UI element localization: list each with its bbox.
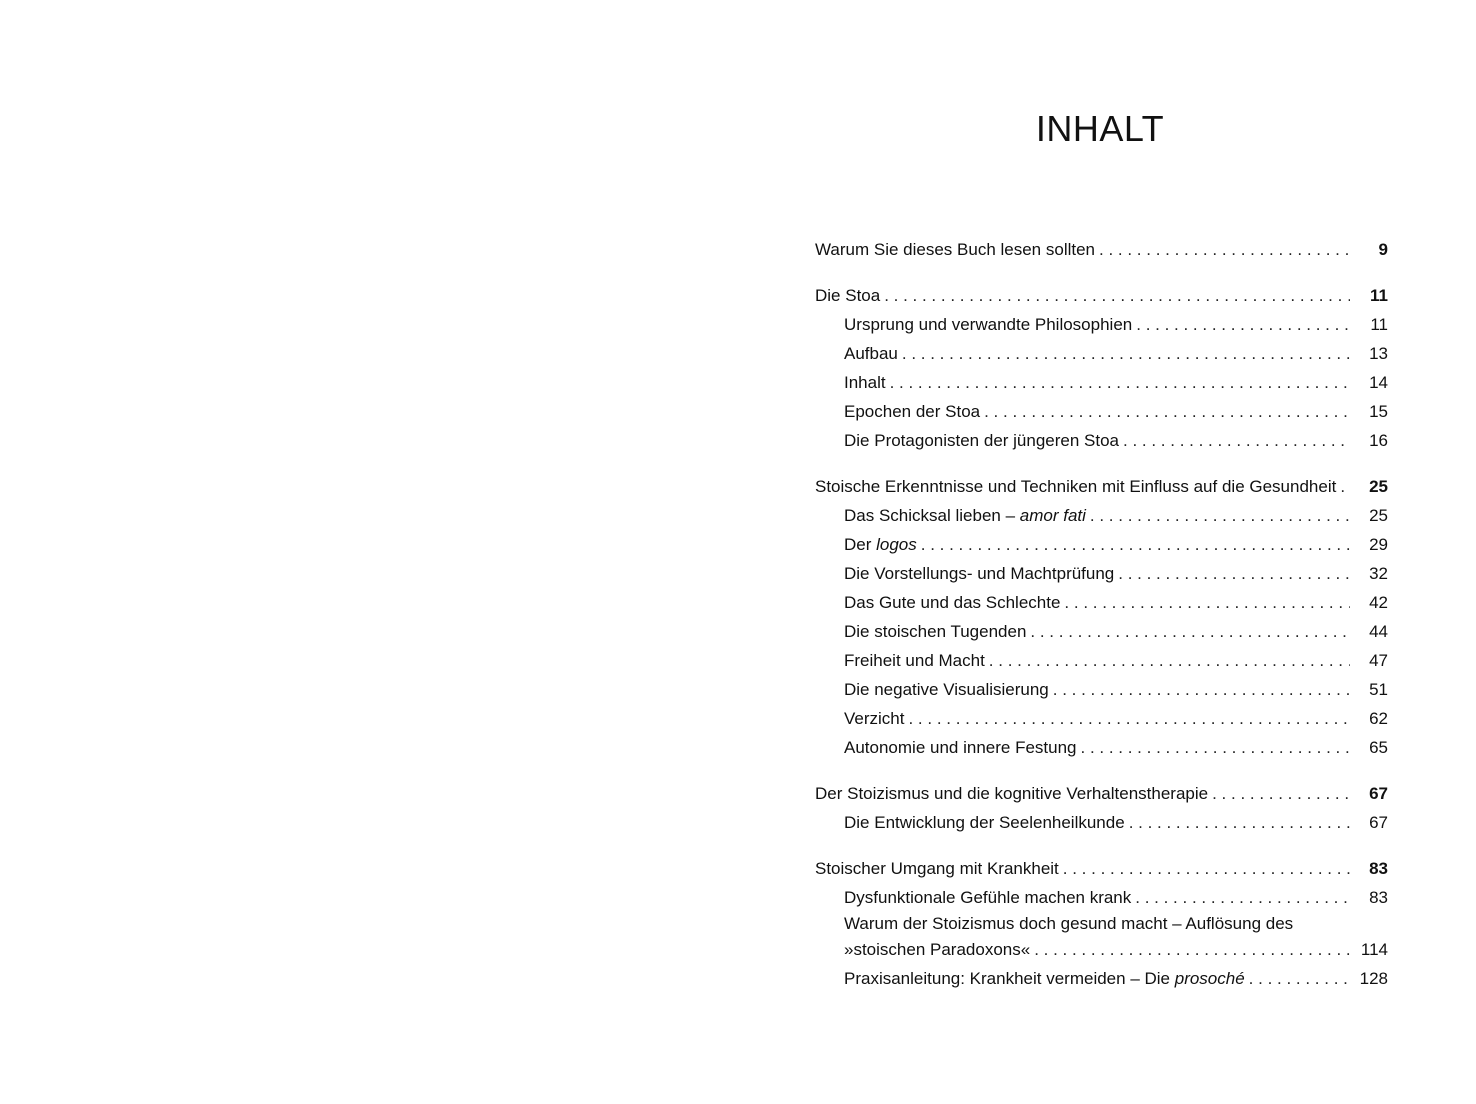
toc-chapter-entry xyxy=(815,281,1388,310)
toc-entry-label-text: Die Entwicklung der Seelenheilkunde xyxy=(844,813,1125,832)
toc-entry-label-text: Stoische Erkenntnisse und Techniken mit Einfluss auf die Gesundheit xyxy=(815,477,1337,496)
dot-leader xyxy=(902,339,1350,368)
toc-entry-label xyxy=(844,914,1297,933)
dot-leader xyxy=(1030,617,1350,646)
toc-entry-label xyxy=(844,397,984,426)
toc-entry-label xyxy=(844,559,1118,588)
toc-entry-label-text: Der xyxy=(844,535,877,554)
toc-entry-label xyxy=(815,779,1212,808)
toc-page-number: 51 xyxy=(1369,680,1388,699)
toc-entry-label xyxy=(844,588,1064,617)
toc-page-number: 67 xyxy=(1369,784,1388,803)
dot-leader xyxy=(1099,235,1350,264)
toc-entry-label-text: Freiheit und Macht xyxy=(844,651,985,670)
toc-entry-label xyxy=(815,281,884,310)
toc-subchapter-entry xyxy=(815,733,1388,762)
dot-leader xyxy=(908,704,1350,733)
dot-leader xyxy=(984,397,1350,426)
toc-entry-label xyxy=(844,733,1081,762)
toc-subchapter-entry xyxy=(815,310,1388,339)
toc-entry-label-text: Das Schicksal lieben – xyxy=(844,506,1020,525)
dot-leader xyxy=(1135,883,1350,912)
toc-entry-label xyxy=(844,675,1053,704)
dot-leader xyxy=(1081,733,1351,762)
toc-entry-label-italic: logos xyxy=(876,535,917,554)
toc-page-number: 44 xyxy=(1369,622,1388,641)
toc-page-number: 13 xyxy=(1369,344,1388,363)
toc-subchapter-entry xyxy=(815,588,1388,617)
toc-entry-label-text: Die stoischen Tugenden xyxy=(844,622,1027,641)
toc-page-number: 11 xyxy=(1370,286,1388,305)
toc-entry-label-continued: »stoischen Paradoxons« xyxy=(844,940,1031,959)
toc-entry-label xyxy=(815,854,1063,883)
toc-entry-label-text: Stoischer Umgang mit Krankheit xyxy=(815,859,1059,878)
toc-entry-label xyxy=(844,646,989,675)
toc-subchapter-entry xyxy=(815,617,1388,646)
dot-leader xyxy=(1064,588,1350,617)
toc-page-number: 16 xyxy=(1369,431,1388,450)
toc-chapter-entry xyxy=(815,854,1388,883)
toc-page-number: 83 xyxy=(1369,859,1388,878)
toc-entry-label-text: Epochen der Stoa xyxy=(844,402,981,421)
toc-entry-label xyxy=(844,964,1249,993)
toc-subchapter-entry xyxy=(815,646,1388,675)
toc-entry-label-text: Ursprung und verwandte Philosophien xyxy=(844,315,1133,334)
toc-page-number: 67 xyxy=(1369,813,1388,832)
toc-subchapter-entry xyxy=(815,501,1388,530)
toc-page-number: 32 xyxy=(1369,564,1388,583)
toc-page-number: 114 xyxy=(1360,940,1388,959)
dot-leader xyxy=(1249,964,1350,993)
dot-leader xyxy=(1129,808,1350,837)
toc-page-number: 42 xyxy=(1369,593,1388,612)
toc-entry-label-text: Praxisanleitung: Krankheit vermeiden – Die xyxy=(844,969,1175,988)
toc-entry-label-text: Die negative Visualisierung xyxy=(844,680,1049,699)
toc-page-number: 83 xyxy=(1369,888,1388,907)
toc-section xyxy=(815,779,1388,837)
toc-subchapter-entry xyxy=(815,964,1388,993)
dot-leader xyxy=(1118,559,1350,588)
toc-subchapter-entry xyxy=(815,426,1388,455)
toc-section xyxy=(815,854,1388,993)
toc-entry-label-text: Die Protagonisten der jüngeren Stoa xyxy=(844,431,1120,450)
toc-entry-label xyxy=(844,883,1135,912)
toc-page-number: 25 xyxy=(1369,506,1388,525)
toc-entry-label xyxy=(844,426,1123,455)
toc-entry-label-text: Die Vorstellungs- und Machtprüfung xyxy=(844,564,1115,583)
toc-entry-label-text: Warum der Stoizismus doch gesund macht – Auflösung des xyxy=(844,914,1294,933)
dot-leader xyxy=(1053,675,1350,704)
toc-entry-label xyxy=(844,368,890,397)
toc-entry-label-text: Das Gute und das Schlechte xyxy=(844,593,1061,612)
toc-page xyxy=(738,0,1476,1104)
toc-page-number: 25 xyxy=(1369,477,1388,496)
page-title: INHALT xyxy=(1035,108,1165,149)
toc-page-number: 65 xyxy=(1369,738,1388,757)
toc-entry-label-text: Der Stoizismus und die kognitive Verhaltenstherapie xyxy=(815,784,1209,803)
toc-subchapter-entry xyxy=(815,912,1388,964)
toc-subchapter-entry xyxy=(815,559,1388,588)
toc-page-number: 128 xyxy=(1359,969,1388,988)
toc-page-number: 11 xyxy=(1370,315,1388,334)
toc-entry-label-text: Aufbau xyxy=(844,344,898,363)
toc-entry-label-text: Verzicht xyxy=(844,709,905,728)
toc-section xyxy=(815,472,1388,762)
toc-entry-label-italic: prosoché xyxy=(1174,969,1245,988)
toc-entry-label-text: Autonomie und innere Festung xyxy=(844,738,1077,757)
toc-subchapter-entry xyxy=(815,675,1388,704)
toc-page-number: 9 xyxy=(1378,240,1388,259)
toc-entry-label xyxy=(844,704,908,733)
toc-page-number: 14 xyxy=(1369,373,1388,392)
dot-leader xyxy=(884,281,1350,310)
dot-leader xyxy=(1340,472,1350,501)
toc-subchapter-entry xyxy=(815,883,1388,912)
toc-subchapter-entry xyxy=(815,808,1388,837)
toc-entry-label-text: Die Stoa xyxy=(815,286,881,305)
toc-page-number: 15 xyxy=(1369,402,1388,421)
toc-entry-label xyxy=(844,339,902,368)
toc-subchapter-entry xyxy=(815,368,1388,397)
toc-entry-label xyxy=(815,472,1340,501)
dot-leader xyxy=(1212,779,1350,808)
toc-entry-label-italic: amor fati xyxy=(1019,506,1086,525)
table-of-contents xyxy=(815,235,1388,1010)
dot-leader xyxy=(1123,426,1350,455)
dot-leader xyxy=(890,368,1350,397)
toc-chapter-entry xyxy=(815,472,1388,501)
toc-entry-label xyxy=(844,617,1030,646)
dot-leader xyxy=(989,646,1350,675)
toc-subchapter-entry xyxy=(815,397,1388,426)
toc-entry-label-text: Warum Sie dieses Buch lesen sollten xyxy=(815,240,1096,259)
toc-entry-label xyxy=(844,501,1090,530)
toc-subchapter-entry xyxy=(815,339,1388,368)
toc-chapter-entry xyxy=(815,235,1388,264)
dot-leader xyxy=(921,530,1350,559)
toc-subchapter-entry xyxy=(815,530,1388,559)
toc-section xyxy=(815,235,1388,264)
toc-section xyxy=(815,281,1388,455)
toc-page-number: 29 xyxy=(1369,535,1388,554)
dot-leader xyxy=(1063,854,1350,883)
dot-leader xyxy=(1090,501,1350,530)
toc-subchapter-entry xyxy=(815,704,1388,733)
toc-entry-label-text: Dysfunktionale Gefühle machen krank xyxy=(844,888,1132,907)
toc-page-number: 47 xyxy=(1369,651,1388,670)
dot-leader xyxy=(1034,935,1350,964)
toc-entry-label-text: Inhalt xyxy=(844,373,886,392)
toc-entry-label xyxy=(844,530,921,559)
dot-leader xyxy=(1136,310,1350,339)
toc-entry-label xyxy=(844,310,1136,339)
toc-entry-label xyxy=(815,235,1099,264)
toc-chapter-entry xyxy=(815,779,1388,808)
toc-page-number: 62 xyxy=(1369,709,1388,728)
toc-entry-label xyxy=(844,808,1129,837)
